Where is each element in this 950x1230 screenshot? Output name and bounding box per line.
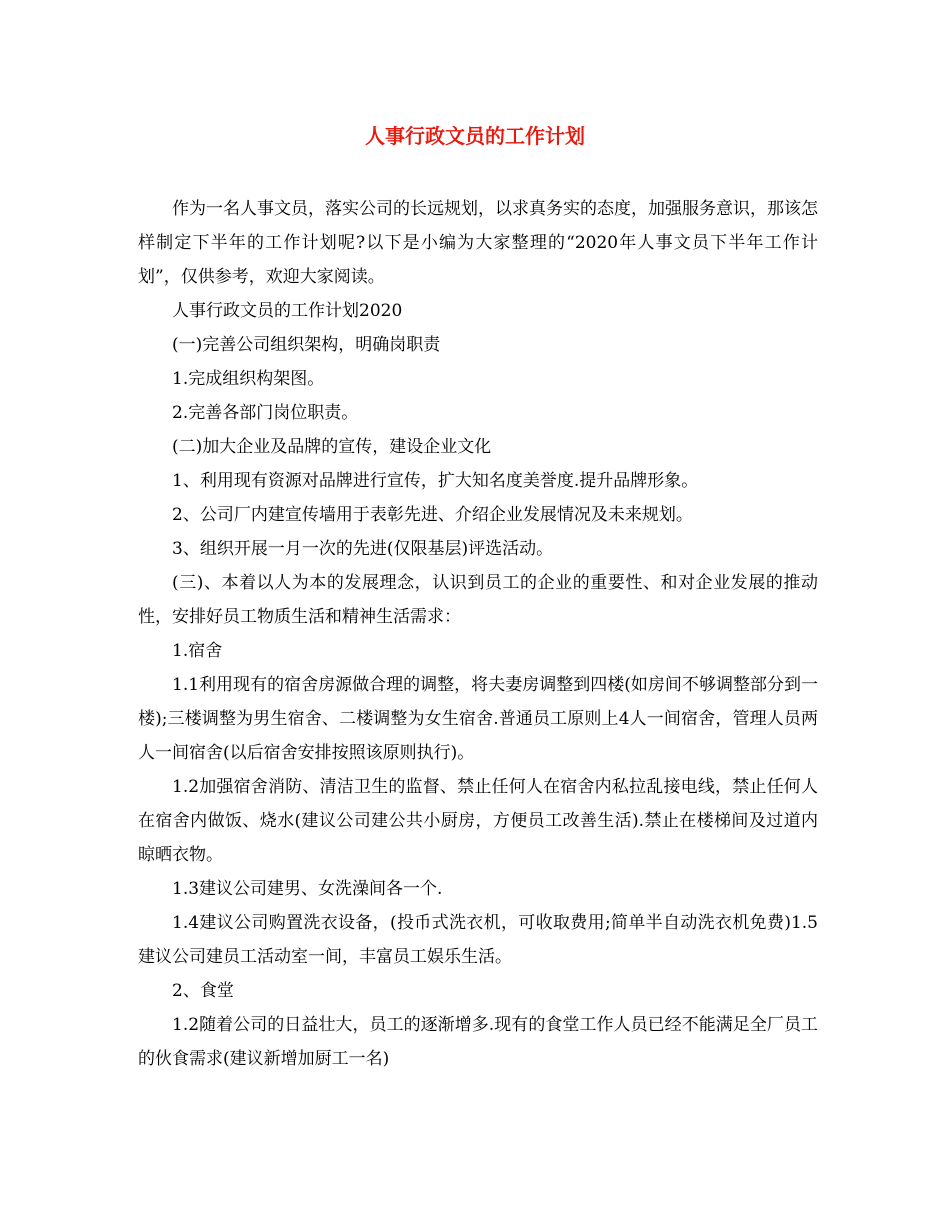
paragraph-item: 2、公司厂内建宣传墙用于表彰先进、介绍企业发展情况及未来规划。	[172, 505, 693, 525]
document-body	[138, 192, 818, 1076]
paragraph-item: 1.2随着公司的日益壮大，员工的逐渐增多.现有的食堂工作人员已经不能满足全厂员工的伙食需求(建议新增加厨工一名)	[138, 1015, 818, 1069]
paragraph-item: 1.4建议公司购置洗衣设备，(投币式洗衣机，可收取费用;简单半自动洗衣机免费)1.5建议公司建员工活动室一间，丰富员工娱乐生活。	[138, 913, 818, 967]
paragraph-item: 1.1利用现有的宿舍房源做合理的调整，将夫妻房调整到四楼(如房间不够调整部分到一楼);三楼调整为男生宿舍、二楼调整为女生宿舍.普通员工原则上4人一间宿舍，管理人员两人一间宿舍(以后宿舍安排按照该原则执行)。	[138, 675, 818, 763]
paragraph-plan-heading: 人事行政文员的工作计划2020	[172, 301, 403, 321]
paragraph-item: 1.完成组织构架图。	[172, 369, 325, 389]
paragraph-item: 1、利用现有资源对品牌进行宣传，扩大知名度美誉度.提升品牌形象。	[172, 471, 699, 491]
paragraph-subheading-canteen: 2、食堂	[172, 981, 234, 1001]
paragraph-item: 3、组织开展一月一次的先进(仅限基层)评选活动。	[172, 539, 554, 559]
paragraph-intro: 作为一名人事文员，落实公司的长远规划，以求真务实的态度，加强服务意识，那该怎样制定下半年的工作计划呢?以下是小编为大家整理的“2020年人事文员下半年工作计划”，仅供参考，欢迎大家阅读。	[138, 199, 818, 287]
paragraph-subheading-dormitory: 1.宿舍	[172, 641, 223, 661]
paragraph-section-3: (三)、本着以人为本的发展理念，认识到员工的企业的重要性、和对企业发展的推动性，安排好员工物质生活和精神生活需求：	[138, 573, 818, 627]
paragraph-item: 1.2加强宿舍消防、清洁卫生的监督、禁止任何人在宿舍内私拉乱接电线，禁止任何人在宿舍内做饭、烧水(建议公司建公共小厨房，方便员工改善生活).禁止在楼梯间及过道内晾晒衣物。	[138, 777, 818, 865]
paragraph-section-1: (一)完善公司组织架构，明确岗职责	[172, 335, 441, 355]
paragraph-item: 2.完善各部门岗位职责。	[172, 403, 359, 423]
paragraph-item: 1.3建议公司建男、女洗澡间各一个.	[172, 879, 443, 899]
document-title: 人事行政文员的工作计划	[365, 124, 585, 148]
paragraph-section-2: (二)加大企业及品牌的宣传，建设企业文化	[172, 437, 492, 457]
